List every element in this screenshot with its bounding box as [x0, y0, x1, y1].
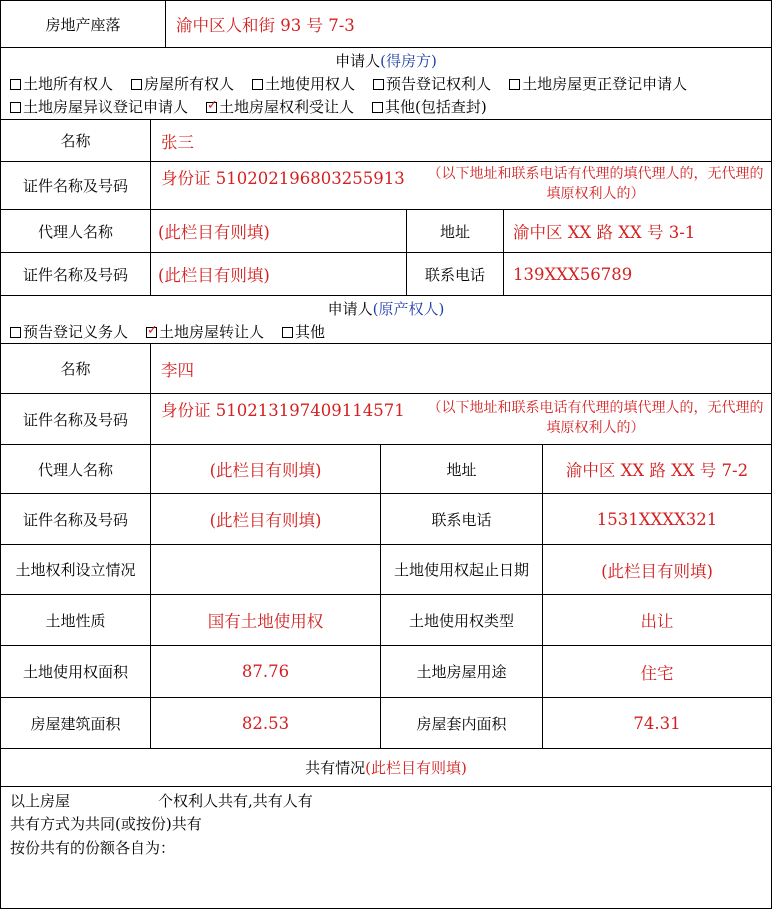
checkbox-icon[interactable]	[10, 79, 21, 90]
checkbox-icon[interactable]	[282, 327, 293, 338]
option-other-seizure[interactable]: 其他(包括查封)	[372, 98, 487, 116]
option-transferor[interactable]: ✓ 土地房屋转让人	[146, 323, 264, 341]
land-nature-label: 土地性质	[0, 594, 151, 646]
land-use-value[interactable]: 住宅	[542, 645, 772, 698]
checkbox-icon[interactable]	[252, 79, 263, 90]
applicant1-options-row2	[10, 96, 487, 117]
land-term-label: 土地使用权起止日期	[380, 544, 543, 595]
option-house-owner[interactable]: 房屋所有权人	[131, 75, 234, 93]
inner-area-value[interactable]: 74.31	[542, 697, 772, 749]
applicant2-id-value: 身份证 510213197409114571	[161, 401, 405, 420]
applicant1-phone-value[interactable]: 139XXX56789	[503, 252, 772, 296]
applicant2-options-row	[10, 321, 325, 342]
coowner-line3: 按份共有的份额各自为：	[10, 839, 176, 857]
land-rights-label: 土地权利设立情况	[0, 544, 151, 595]
applicant2-agent-id-label: 证件名称及号码	[0, 493, 151, 545]
building-area-label: 房屋建筑面积	[0, 697, 151, 749]
coowner-header-text: 共有情况	[305, 759, 366, 777]
checkbox-icon[interactable]	[509, 79, 520, 90]
applicant2-agent-label: 代理人名称	[0, 444, 151, 494]
applicant2-header-text: 申请人	[327, 300, 373, 318]
applicant2-header	[0, 298, 772, 319]
applicant2-name-value[interactable]: 李四	[150, 343, 772, 394]
applicant1-id-cell[interactable]	[150, 161, 772, 210]
inner-area-label: 房屋套内面积	[380, 697, 543, 749]
location-label: 房地产座落	[0, 0, 166, 48]
applicant1-address-value[interactable]: 渝中区 XX 路 XX 号 3-1	[503, 209, 772, 253]
applicant1-phone-label: 联系电话	[406, 252, 504, 296]
land-nature-value[interactable]: 国有土地使用权	[150, 594, 381, 646]
location-value[interactable]: 渝中区人和街 93 号 7-3	[165, 0, 772, 48]
applicant2-agent-value[interactable]: (此栏目有则填)	[150, 444, 381, 494]
option-objection-applicant[interactable]: 土地房屋异议登记申请人	[10, 98, 188, 116]
coowner-line1-b: 个权利人共有,共有人有	[158, 792, 313, 810]
land-rights-value[interactable]	[150, 544, 381, 595]
applicant1-agent-label: 代理人名称	[0, 209, 151, 253]
land-area-label: 土地使用权面积	[0, 645, 151, 698]
applicant1-header	[0, 50, 772, 71]
applicant1-id-value: 身份证 510202196803255913	[161, 169, 405, 188]
applicant1-header-text: 申请人	[335, 52, 381, 70]
coowner-header-note: (此栏目有则填)	[365, 759, 467, 777]
applicant1-agent-id-label: 证件名称及号码	[0, 252, 151, 296]
applicant1-address-label: 地址	[406, 209, 504, 253]
checkbox-icon[interactable]	[10, 102, 21, 113]
checkbox-icon[interactable]	[372, 102, 383, 113]
applicant2-address-value[interactable]: 渝中区 XX 路 XX 号 7-2	[542, 444, 772, 494]
checkbox-checked-icon[interactable]	[206, 102, 217, 113]
coowner-header	[0, 748, 772, 787]
applicant2-phone-value[interactable]: 1531XXXX321	[542, 493, 772, 545]
applicant1-id-label: 证件名称及号码	[0, 161, 151, 210]
applicant2-agent-id-value[interactable]: (此栏目有则填)	[150, 493, 381, 545]
option-advance-obligor[interactable]: 预告登记义务人	[10, 323, 128, 341]
applicant1-header-note: (得房方)	[380, 52, 437, 70]
applicant1-agent-id-value[interactable]: (此栏目有则填)	[150, 252, 407, 296]
option-other[interactable]: 其他	[282, 323, 325, 341]
option-land-user[interactable]: 土地使用权人	[252, 75, 355, 93]
applicant2-phone-label: 联系电话	[380, 493, 543, 545]
land-type-label: 土地使用权类型	[380, 594, 543, 646]
applicant2-id-cell[interactable]	[150, 393, 772, 445]
checkbox-icon[interactable]	[10, 327, 21, 338]
applicant1-options-row1	[10, 73, 687, 94]
option-correction-applicant[interactable]: 土地房屋更正登记申请人	[509, 75, 687, 93]
applicant1-agent-value[interactable]: (此栏目有则填)	[150, 209, 407, 253]
applicant2-address-label: 地址	[380, 444, 543, 494]
coowner-line1-a: 以上房屋	[10, 792, 71, 810]
option-land-owner[interactable]: 土地所有权人	[10, 75, 113, 93]
checkbox-icon[interactable]	[373, 79, 384, 90]
applicant2-id-label: 证件名称及号码	[0, 393, 151, 445]
checkbox-icon[interactable]	[131, 79, 142, 90]
land-use-label: 土地房屋用途	[380, 645, 543, 698]
land-term-value[interactable]: (此栏目有则填)	[542, 544, 772, 595]
building-area-value[interactable]: 82.53	[150, 697, 381, 749]
applicant1-name-value[interactable]: 张三	[150, 119, 772, 162]
applicant2-name-label: 名称	[0, 343, 151, 394]
land-type-value[interactable]: 出让	[542, 594, 772, 646]
coowner-line1	[10, 790, 313, 811]
applicant1-id-note: （以下地址和联系电话有代理的填代理人的，无代理的填原权利人的）	[427, 166, 764, 202]
applicant2-header-note: (原产权人)	[372, 300, 445, 318]
option-transferee[interactable]: ✓ 土地房屋权利受让人	[206, 98, 354, 116]
option-advance-holder[interactable]: 预告登记权利人	[373, 75, 491, 93]
land-area-value[interactable]: 87.76	[150, 645, 381, 698]
applicant1-name-label: 名称	[0, 119, 151, 162]
applicant2-id-note: （以下地址和联系电话有代理的填代理人的，无代理的填原权利人的）	[427, 400, 764, 436]
coowner-line2: 共有方式为共同(或按份)共有	[10, 815, 202, 833]
checkbox-checked-icon[interactable]	[146, 327, 157, 338]
